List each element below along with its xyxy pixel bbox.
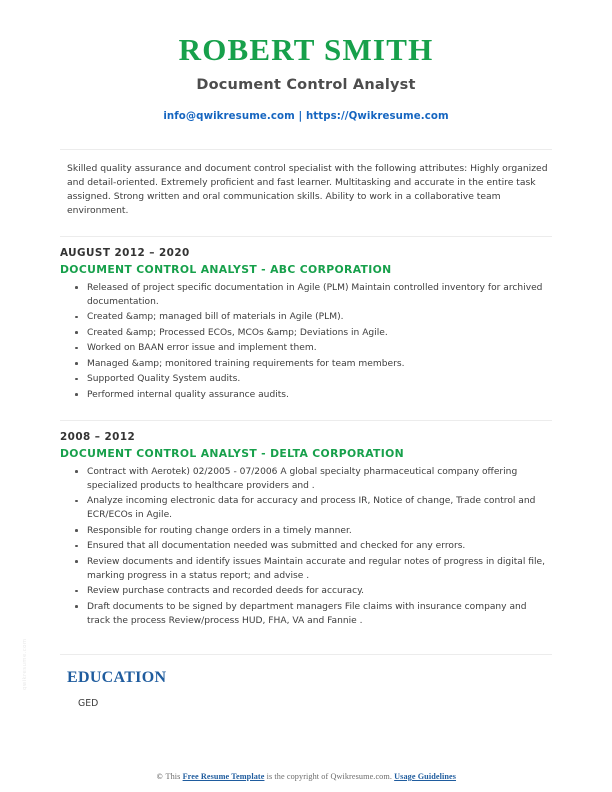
experience-entry-1 [60, 237, 552, 402]
education-section [60, 669, 552, 711]
list-item: Analyze incoming electronic data for accuracy and process IR, Notice of change, Trade control and ECR/ECOs in Agile. [87, 494, 552, 522]
footer-text-before: This [163, 772, 183, 781]
experience-dates: AUGUST 2012 – 2020 [60, 246, 190, 259]
list-item: Draft documents to be signed by department managers File claims with insurance company and track the process Review/process HUD, FHA, VA and Fannie . [87, 600, 552, 628]
side-watermark: qwikresume.com [22, 638, 28, 690]
experience-entry-2 [60, 421, 552, 628]
resume-content [60, 149, 552, 711]
experience-bullet-list [60, 465, 552, 628]
experience-bullet-list [60, 281, 552, 402]
free-resume-template-link[interactable]: Free Resume Template [182, 772, 265, 781]
list-item: Performed internal quality assurance audits. [87, 388, 552, 402]
education-heading: EDUCATION [67, 668, 167, 686]
footer-text-middle: is the copyright of Qwikresume.com. [264, 772, 395, 781]
resume-header [0, 0, 612, 122]
page-footer [0, 772, 612, 781]
divider-above-education [60, 654, 552, 655]
contact-line[interactable]: info@qwikresume.com | https://Qwikresume.com [163, 110, 449, 122]
summary-text: Skilled quality assurance and document control specialist with the following attributes: Highly organized and detail-oriented. Extremely proficient and fast learner. Multitasking and accurate in the entire task assigned. Strong written and oral communication skills. Ability to work in a collaborative team environment. [67, 162, 548, 216]
list-item: Ensured that all documentation needed was submitted and checked for any errors. [87, 539, 552, 553]
list-item: Created &amp; managed bill of materials in Agile (PLM). [87, 310, 552, 324]
education-item: GED [78, 697, 99, 709]
list-item: Review purchase contracts and recorded deeds for accuracy. [87, 584, 552, 598]
list-item: Released of project specific documentation in Agile (PLM) Maintain controlled inventory for archived documentation. [87, 281, 552, 309]
header-job-title: Document Control Analyst [196, 76, 416, 93]
list-item: Created &amp; Processed ECOs, MCOs &amp; Deviations in Agile. [87, 326, 552, 340]
page-title: ROBERT SMITH [178, 32, 434, 67]
experience-title: DOCUMENT CONTROL ANALYST - ABC CORPORATION [60, 262, 392, 276]
list-item: Managed &amp; monitored training requirements for team members. [87, 357, 552, 371]
usage-guidelines-link[interactable]: Usage Guidelines [394, 772, 457, 781]
list-item: Review documents and identify issues Maintain accurate and regular notes of progress in digital file, marking progress in a status report; and advise . [87, 555, 552, 583]
experience-title: DOCUMENT CONTROL ANALYST - DELTA CORPORATION [60, 446, 405, 460]
experience-dates: 2008 – 2012 [60, 430, 136, 443]
list-item: Contract with Aerotek) 02/2005 - 07/2006 A global specialty pharmaceutical company offering specialized products to healthcare providers and . [87, 465, 552, 493]
list-item: Supported Quality System audits. [87, 372, 552, 386]
list-item: Worked on BAAN error issue and implement them. [87, 341, 552, 355]
copyright-icon: © [155, 772, 164, 781]
list-item: Responsible for routing change orders in a timely manner. [87, 524, 552, 538]
divider-above-summary [60, 149, 552, 150]
